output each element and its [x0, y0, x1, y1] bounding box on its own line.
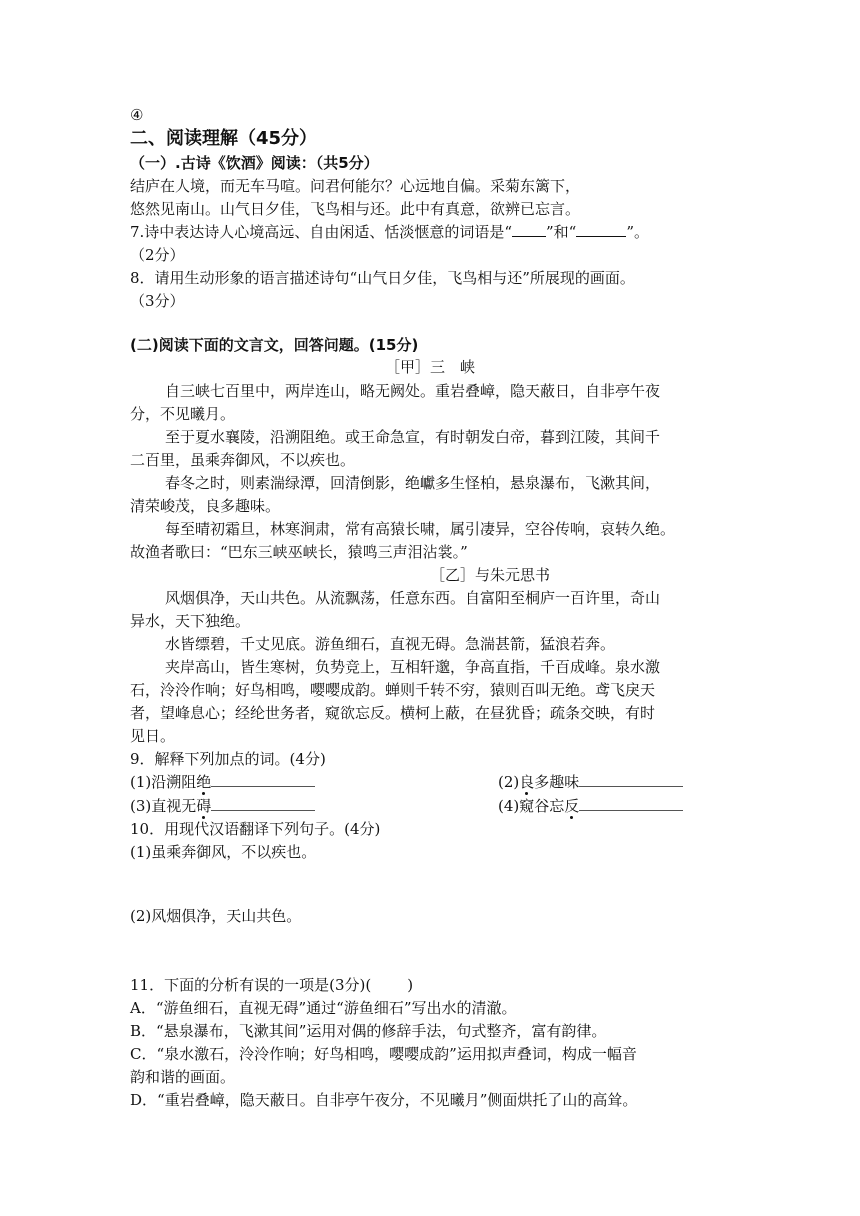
q9-item-1: (1)沿溯阻绝 — [130, 773, 315, 791]
q7-text-b: ”和“ — [545, 223, 577, 241]
q7-text-a: 7.诗中表达诗人心境高远、自由闲适、恬淡惬意的词语是“ — [130, 223, 512, 241]
text-a-line: 二百里，虽乘奔御风，不以疾也。 — [130, 451, 356, 469]
part2-title: (二)阅读下面的文言文，回答问题。(15分) — [130, 336, 419, 354]
text-a-line: 清荣峻茂，良多趣味。 — [130, 497, 281, 515]
q7-blank-1[interactable] — [512, 222, 546, 237]
q10-item-1: (1)虽乘奔御风，不以疾也。 — [130, 843, 317, 861]
poem-line-2: 悠然见南山。山气日夕佳，飞鸟相与还。此中有真意，欲辨已忘言。 — [130, 200, 581, 218]
text-b-line: 异水，天下独绝。 — [130, 612, 251, 630]
text-a-title: ［甲］三 峡 — [384, 358, 475, 376]
q8-score: （3分） — [130, 292, 185, 310]
q7-text-c: ”。 — [626, 223, 649, 241]
question-11-title: 11．下面的分析有误的一项是(3分)( ) — [130, 976, 414, 994]
q10-item-2: (2)风烟俱净，天山共色。 — [130, 907, 302, 925]
q9-row-2 — [130, 795, 730, 817]
text-b-title: ［乙］与朱元思书 — [429, 566, 550, 584]
question-10-title: 10．用现代汉语翻译下列句子。(4分) — [130, 820, 381, 838]
section2-title: 二、阅读理解（45分） — [130, 128, 318, 149]
q9-dotted-char: 良 — [519, 773, 535, 791]
q11-option-d: D．“重岩叠嶂，隐天蔽日。自非亭午夜分，不见曦月”侧面烘托了山的高耸。 — [130, 1091, 638, 1109]
text-b-line: 石，泠泠作响；好鸟相鸣，嘤嘤成韵。蝉则千转不穷，猿则百叫无绝。鸢飞戾天 — [130, 681, 656, 699]
part1-title: （一）.古诗《饮酒》阅读：（共5分） — [130, 154, 379, 172]
text-a-line: 自三峡七百里中，两岸连山，略无阙处。重岩叠嶂，隐天蔽日，自非亭午夜 — [165, 382, 661, 400]
text-b-line: 风烟俱净，天山共色。从流飘荡，任意东西。自富阳至桐庐一百许里，奇山 — [165, 589, 661, 607]
question-9-title: 9．解释下列加点的词。(4分) — [130, 750, 326, 768]
question-8: 8．请用生动形象的语言描述诗句“山气日夕佳，飞鸟相与还”所展现的画面。 — [130, 269, 635, 287]
q9-dotted-char: 碍 — [196, 797, 212, 815]
text-b-line: 见日。 — [130, 727, 176, 745]
question-7 — [130, 221, 730, 243]
text-a-line: 春冬之时，则素湍绿潭，回清倒影，绝巘多生怪柏，悬泉瀑布，飞漱其间， — [165, 474, 661, 492]
text-a-line: 至于夏水襄陵，沿溯阻绝。或王命急宣，有时朝发白帝，暮到江陵，其间千 — [165, 428, 661, 446]
q9-item-3: (3)直视无碍 — [130, 797, 315, 815]
text-a-line: 每至晴初霜旦，林寒涧肃，常有高猿长啸，属引凄异，空谷传响，哀转久绝。 — [165, 520, 676, 538]
q9-answer-blank[interactable] — [211, 795, 315, 811]
text-b-line: 水皆缥碧，千丈见底。游鱼细石，直视无碍。急湍甚箭，猛浪若奔。 — [165, 635, 616, 653]
top-marker: ④ — [130, 106, 144, 124]
q9-answer-blank[interactable] — [211, 771, 315, 787]
q9-item-2: (2)良多趣味 — [498, 771, 683, 793]
text-b-line: 夹岸高山，皆生寒树，负势竞上，互相轩邈，争高直指，千百成峰。泉水激 — [165, 658, 661, 676]
q11-option-b: B．“悬泉瀑布，飞漱其间”运用对偶的修辞手法，句式整齐，富有韵律。 — [130, 1022, 607, 1040]
q9-answer-blank[interactable] — [579, 795, 683, 811]
q9-dotted-char: 绝 — [196, 773, 212, 791]
text-a-line: 故渔者歌曰：“巴东三峡巫峡长，猿鸣三声泪沾裳。” — [130, 543, 468, 561]
text-a-line: 分，不见曦月。 — [130, 405, 236, 423]
q9-row-1 — [130, 771, 730, 793]
text-b-line: 者，望峰息心；经纶世务者，窥欲忘反。横柯上蔽，在昼犹昏；疏条交映，有时 — [130, 704, 656, 722]
q11-option-a: A．“游鱼细石，直视无碍”通过“游鱼细石”写出水的清澈。 — [130, 999, 517, 1017]
q9-item-4: (4)窥谷忘反 — [498, 795, 683, 817]
q7-score: （2分） — [130, 246, 185, 264]
q9-dotted-char: 反 — [564, 797, 580, 815]
poem-line-1: 结庐在人境，而无车马喧。问君何能尔？心远地自偏。采菊东篱下， — [130, 177, 581, 195]
q9-answer-blank[interactable] — [579, 771, 683, 787]
q7-blank-2[interactable] — [576, 222, 626, 237]
q11-option-c: C．“泉水激石，泠泠作响；好鸟相鸣，嘤嘤成韵”运用拟声叠词，构成一幅音 — [130, 1045, 637, 1063]
q11-option-c-cont: 韵和谐的画面。 — [130, 1068, 236, 1086]
